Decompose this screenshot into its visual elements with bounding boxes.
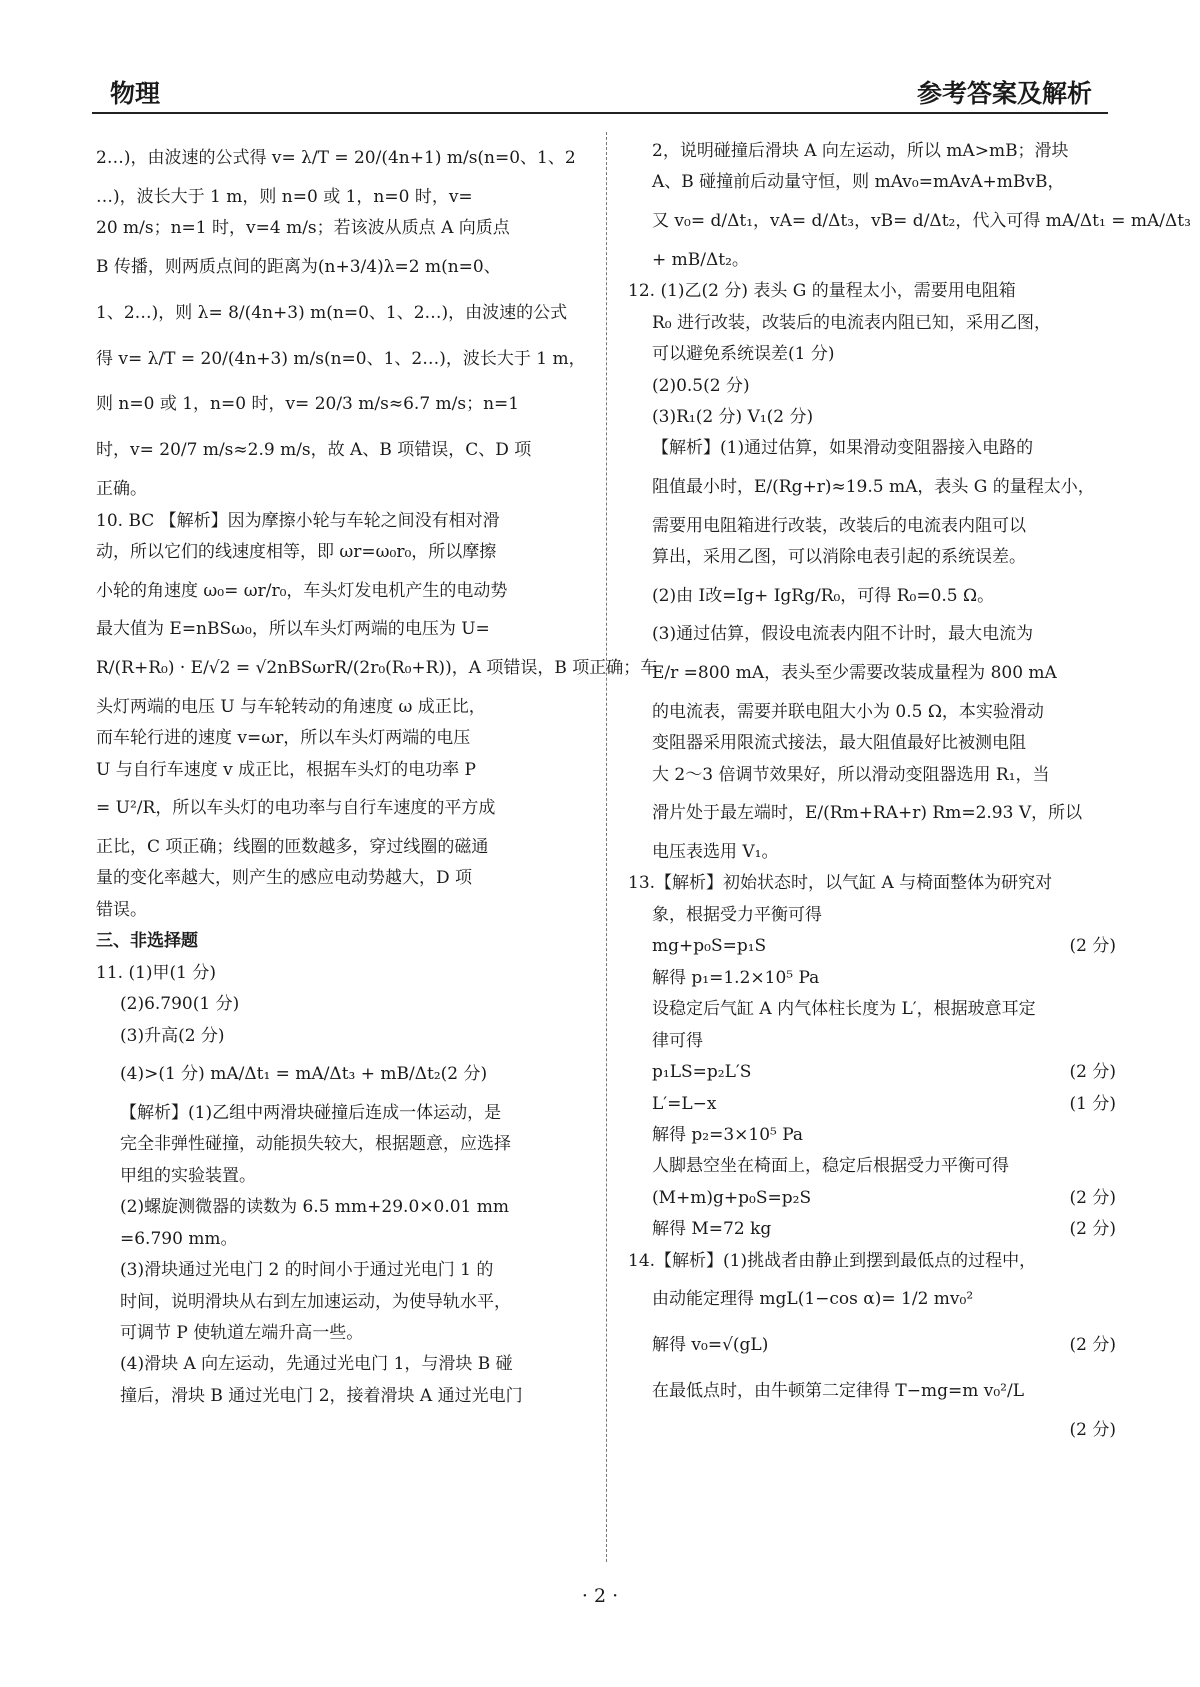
text-line: 需要用电阻箱进行改装，改装后的电流表内阻可以 <box>652 515 1026 536</box>
text-line: 则 n=0 或 1，n=0 时，v= 20/3 m/s≈6.7 m/s；n=1 <box>96 394 520 415</box>
right-column <box>628 136 1191 1446</box>
text-line: 阻值最小时，E/(Rg+r)≈19.5 mA，表头 G 的量程太小， <box>652 476 1095 497</box>
column-divider <box>606 132 607 1562</box>
text-line: 由动能定理得 mgL(1−cos α)= 1/2 mv₀² <box>652 1289 974 1310</box>
text-line: A、B 碰撞前后动量守恒，则 mAv₀=mAvA+mBvB， <box>652 172 1065 193</box>
text-line: 大 2～3 倍调节效果好，所以滑动变阻器选用 R₁，当 <box>652 764 1050 785</box>
score-label: (2 分) <box>1069 1219 1116 1240</box>
text-line: 电压表选用 V₁。 <box>652 842 779 863</box>
equation-line <box>628 1214 1116 1245</box>
text-line: 错误。 <box>96 899 147 920</box>
text-line: 10. BC 【解析】因为摩擦小轮与车轮之间没有相对滑 <box>96 510 500 531</box>
text-line: (3)通过估算，假设电流表内阻不计时，最大电流为 <box>652 624 1034 645</box>
text-line: 完全非弹性碰撞，动能损失较大，根据题意，应选择 <box>120 1134 511 1155</box>
answer-line: (2)0.5(2 分) <box>652 375 750 396</box>
question-12 <box>628 276 1116 868</box>
q11-continuation <box>628 136 1191 276</box>
equation-line <box>628 931 1116 962</box>
equation: L′=L−x <box>652 1093 717 1114</box>
text-line: R₀ 进行改装，改装后的电流表内阻已知，采用乙图， <box>652 312 1052 333</box>
text-line: 时间，说明滑块从右到左加速运动，为使导轨水平， <box>120 1291 511 1312</box>
equation: (M+m)g+p₀S=p₂S <box>652 1187 812 1208</box>
text-line: 而车轮行进的速度 v=ωr，所以车头灯两端的电压 <box>96 728 471 749</box>
q9-continuation <box>96 136 592 506</box>
equation: 解得 M=72 kg <box>652 1219 772 1240</box>
text-line: 变阻器采用限流式接法，最大阻值最好比被测电阻 <box>652 733 1026 754</box>
answer-line: 12. (1)乙(2 分) 表头 G 的量程太小，需要用电阻箱 <box>628 281 1016 302</box>
answer-line: 11. (1)甲(1 分) <box>96 962 217 983</box>
text-line: 的电流表，需要并联电阻大小为 0.5 Ω，本实验滑动 <box>652 701 1044 722</box>
equation-line <box>628 1323 1116 1369</box>
text-line: 13.【解析】初始状态时，以气缸 A 与椅面整体为研究对 <box>628 873 1053 894</box>
text-line: 象，根据受力平衡可得 <box>652 904 822 925</box>
text-line: 设稳定后气缸 A 内气体柱长度为 L′，根据玻意耳定 <box>652 999 1036 1020</box>
equation: p₁LS=p₂L′S <box>652 1062 752 1083</box>
answer-line: (3)升高(2 分) <box>120 1025 225 1046</box>
text-line: 人脚悬空坐在椅面上，稳定后根据受力平衡可得 <box>652 1156 1009 1177</box>
score-label: (2 分) <box>1069 1419 1116 1440</box>
score-label: (2 分) <box>1069 1335 1116 1356</box>
text-line: 量的变化率越大，则产生的感应电动势越大，D 项 <box>96 868 473 889</box>
answer-line: (3)R₁(2 分) V₁(2 分) <box>652 406 814 427</box>
text-line: 小轮的角速度 ω₀= ωr/r₀，车头灯发电机产生的电动势 <box>96 580 508 601</box>
equation-line <box>628 1183 1116 1214</box>
text-line: U 与自行车速度 v 成正比，根据车头灯的电功率 P <box>96 759 476 780</box>
question-14 <box>628 1246 1116 1447</box>
left-column <box>96 136 658 1412</box>
question-11 <box>96 958 592 1413</box>
text-line: (4)滑块 A 向左运动，先通过光电门 1，与滑块 B 碰 <box>120 1354 513 1375</box>
equation-line <box>628 1057 1116 1088</box>
text-line: =6.790 mm。 <box>120 1228 238 1249</box>
question-10 <box>96 506 658 927</box>
text-line: 正确。 <box>96 479 147 500</box>
text-line: E/r =800 mA，表头至少需要改装成量程为 800 mA <box>652 662 1057 683</box>
text-line: 【解析】(1)通过估算，如果滑动变阻器接入电路的 <box>652 438 1034 459</box>
text-line: 2…)，由波速的公式得 v= λ/T = 20/(4n+1) m/s(n=0、1、2 <box>96 148 576 168</box>
text-line: 可以避免系统误差(1 分) <box>652 344 835 365</box>
text-line: 甲组的实验装置。 <box>120 1165 256 1186</box>
score-label: (2 分) <box>1069 936 1116 957</box>
text-line: 1、2…)，则 λ= 8/(4n+3) m(n=0、1、2…)，由波速的公式 <box>96 302 568 323</box>
text-line: 14.【解析】(1)挑战者由静止到摆到最低点的过程中， <box>628 1250 1037 1271</box>
document-type-title: 参考答案及解析 <box>916 79 1092 108</box>
text-line: R/(R+R₀) · E/√2 = √2nBSωrR/(2r₀(R₀+R))，A 项错误，B 项正确；车 <box>96 657 658 678</box>
text-line: (3)滑块通过光电门 2 的时间小于通过光电门 1 的 <box>120 1260 494 1281</box>
text-line: 解得 p₂=3×10⁵ Pa <box>652 1124 804 1145</box>
equation: 解得 v₀=√(gL) <box>652 1335 769 1356</box>
subject-title: 物理 <box>110 79 161 108</box>
text-line: 2，说明碰撞后滑块 A 向左运动，所以 mA>mB；滑块 <box>652 141 1069 161</box>
section-heading: 三、非选择题 <box>96 931 198 952</box>
text-line: (2)由 I改=Ig+ IgRg/R₀，可得 R₀=0.5 Ω。 <box>652 585 995 606</box>
text-line: 解得 p₁=1.2×10⁵ Pa <box>652 967 820 988</box>
question-13 <box>628 868 1116 1245</box>
page-number: · 2 · <box>581 1585 619 1607</box>
text-line: 撞后，滑块 B 通过光电门 2，接着滑块 A 通过光电门 <box>120 1385 523 1406</box>
score-label: (2 分) <box>1069 1062 1116 1083</box>
text-line: 最大值为 E=nBSω₀，所以车头灯两端的电压为 U= <box>96 619 490 640</box>
answer-line: (2)6.790(1 分) <box>120 994 240 1015</box>
text-line: + mB/Δt₂。 <box>652 249 749 270</box>
text-line: 算出，采用乙图，可以消除电表引起的系统误差。 <box>652 547 1026 568</box>
text-line: 时，v= 20/7 m/s≈2.9 m/s，故 A、B 项错误，C、D 项 <box>96 440 532 461</box>
text-line: 头灯两端的电压 U 与车轮转动的角速度 ω 成正比， <box>96 696 486 717</box>
text-line: 【解析】(1)乙组中两滑块碰撞后连成一体运动，是 <box>120 1102 502 1123</box>
text-line: 滑片处于最左端时，E/(Rm+RA+r) Rm=2.93 V，所以 <box>652 803 1083 824</box>
text-line: 20 m/s；n=1 时，v=4 m/s；若该波从质点 A 向质点 <box>96 218 510 239</box>
text-line: 得 v= λ/T = 20/(4n+3) m/s(n=0、1、2…)，波长大于 1 m， <box>96 348 586 369</box>
text-line: 动，所以它们的线速度相等，即 ωr=ω₀r₀，所以摩擦 <box>96 542 497 563</box>
text-line: 正比，C 项正确；线圈的匝数越多，穿过线圈的磁通 <box>96 836 489 857</box>
text-line: = U²/R，所以车头灯的电功率与自行车速度的平方成 <box>96 798 496 819</box>
answer-line: (4)>(1 分) mA/Δt₁ = mA/Δt₃ + mB/Δt₂(2 分) <box>120 1064 488 1085</box>
text-line: 在最低点时，由牛顿第二定律得 T−mg=m v₀²/L <box>652 1380 1025 1401</box>
equation-line <box>628 1089 1116 1120</box>
text-line: …)，波长大于 1 m，则 n=0 或 1，n=0 时，v= <box>96 186 473 207</box>
score-label: (2 分) <box>1069 1187 1116 1208</box>
text-line: B 传播，则两质点间的距离为(n+3/4)λ=2 m(n=0、 <box>96 256 501 277</box>
score-label: (1 分) <box>1069 1093 1116 1114</box>
equation: mg+p₀S=p₁S <box>652 936 767 957</box>
text-line: 律可得 <box>652 1030 703 1051</box>
text-line: 可调节 P 使轨道左端升高一些。 <box>120 1322 364 1343</box>
page-header <box>92 68 1108 114</box>
text-line: (2)螺旋测微器的读数为 6.5 mm+29.0×0.01 mm <box>120 1197 509 1218</box>
text-line: 又 v₀= d/Δt₁，vA= d/Δt₃，vB= d/Δt₂，代入可得 mA/Δt₁ = mA/Δt₃ <box>652 210 1191 231</box>
score-line <box>628 1415 1116 1446</box>
